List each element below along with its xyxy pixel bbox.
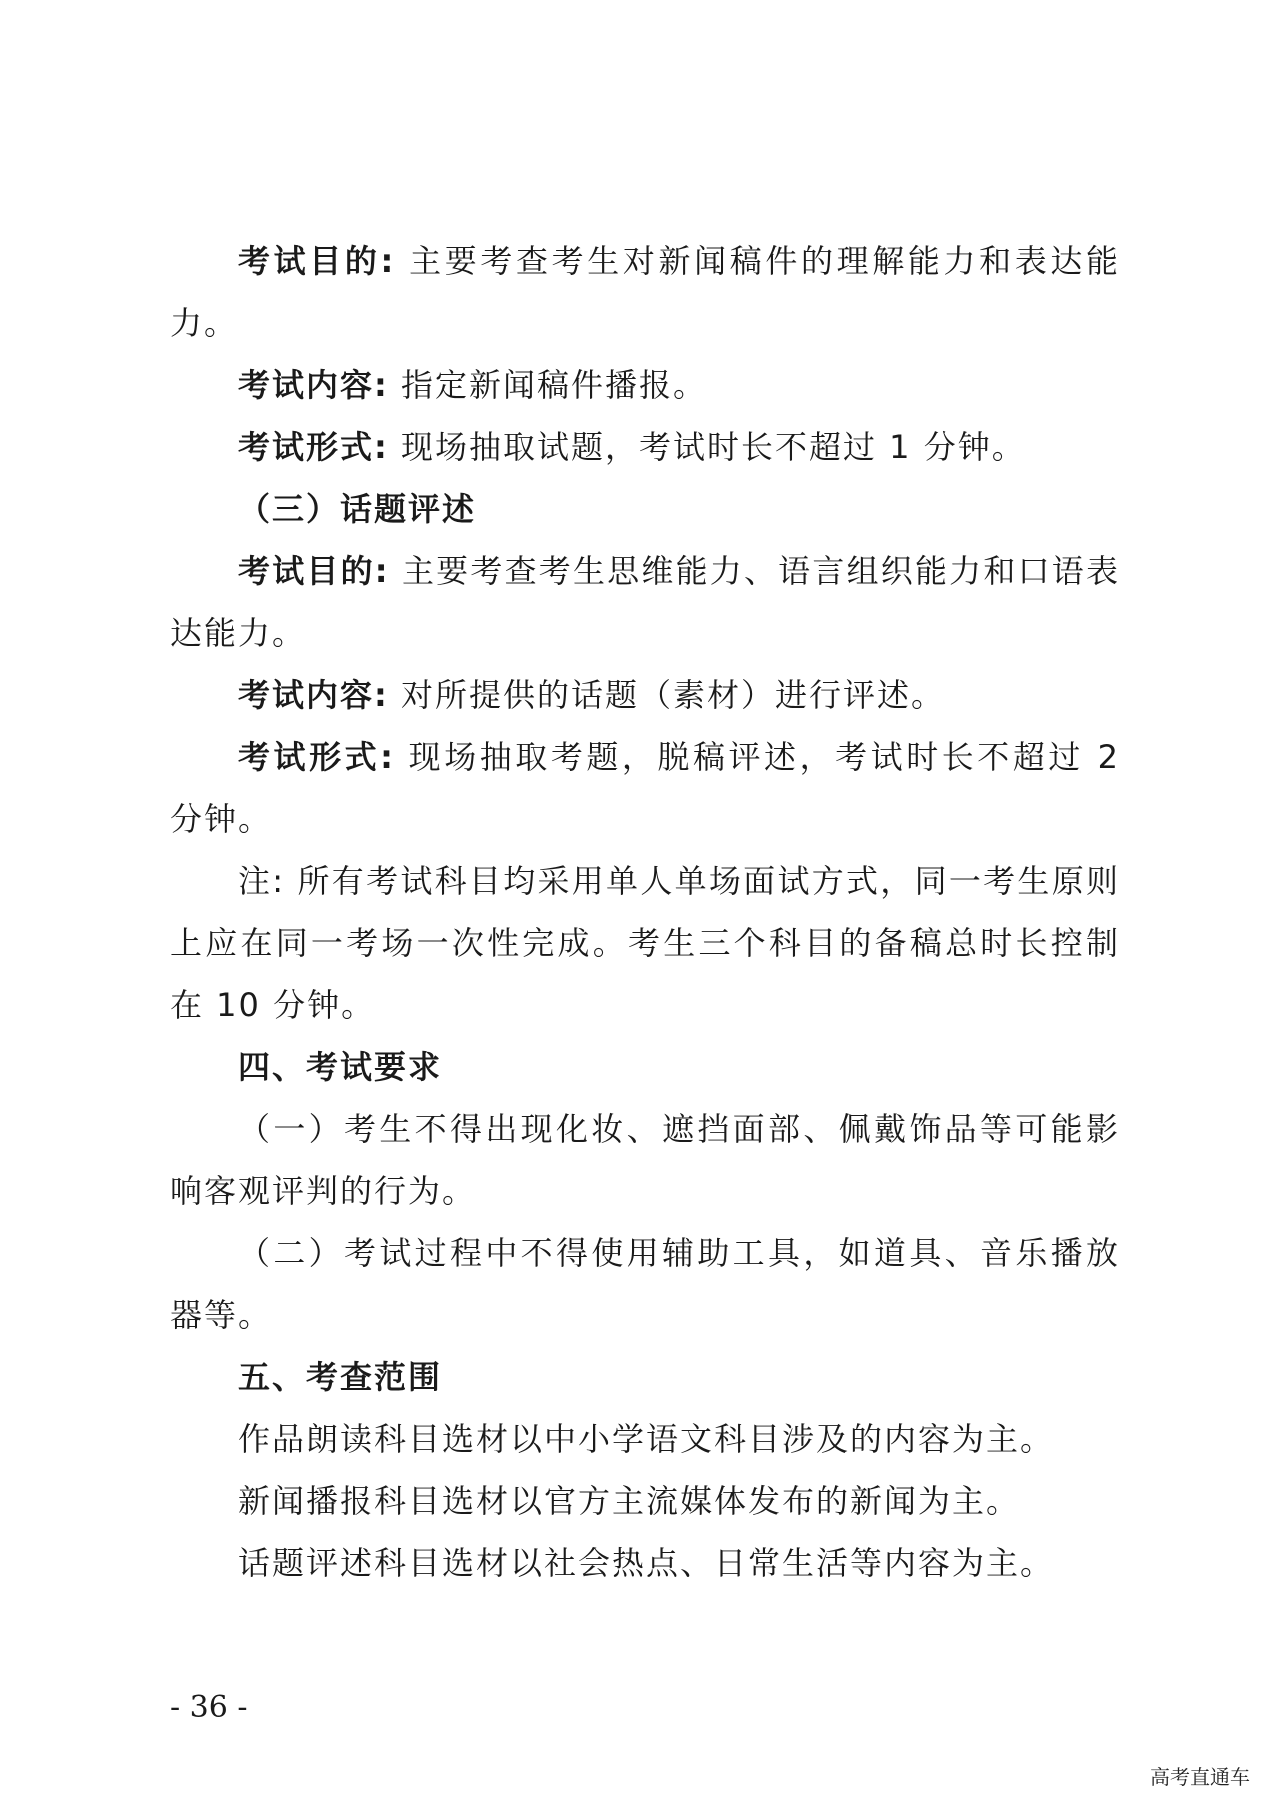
paragraph-exam-purpose-topic — [170, 540, 1120, 664]
paragraph-exam-content-news — [170, 354, 1120, 416]
paragraph-exam-form-topic — [170, 726, 1120, 850]
label-exam-purpose: 考试目的: — [238, 242, 396, 280]
paragraph-requirement-1: （一）考生不得出现化妆、遮挡面部、佩戴饰品等可能影响客观评判的行为。 — [170, 1110, 1120, 1210]
section-title-topic-commentary: （三）话题评述 — [238, 490, 477, 528]
paragraph-exam-purpose-news — [170, 230, 1120, 354]
text-exam-form: 现场抽取试题，考试时长不超过 1 分钟。 — [388, 428, 1026, 466]
text-exam-purpose: 主要考查考生对新闻稿件的理解能力和表达能力。 — [170, 242, 1120, 342]
paragraph-scope-topic: 话题评述科目选材以社会热点、日常生活等内容为主。 — [238, 1544, 1055, 1582]
page-number: - 36 - — [170, 1690, 248, 1725]
label-exam-content: 考试内容: — [238, 676, 389, 714]
watermark: 高考直通车 — [1150, 1765, 1250, 1789]
label-exam-content: 考试内容: — [238, 366, 389, 404]
paragraph-exam-content-topic — [170, 664, 1120, 726]
paragraph-note: 注: 所有考试科目均采用单人单场面试方式，同一考生原则上应在同一考场一次性完成。考生三个科目的备稿总时长控制在 10 分钟。 — [170, 862, 1120, 1024]
text-exam-content: 对所提供的话题（素材）进行评述。 — [388, 676, 945, 714]
section-title-exam-scope: 五、考查范围 — [238, 1358, 443, 1396]
label-exam-purpose: 考试目的: — [238, 552, 390, 590]
paragraph-scope-reading: 作品朗读科目选材以中小学语文科目涉及的内容为主。 — [238, 1420, 1055, 1458]
text-exam-purpose: 主要考查考生思维能力、语言组织能力和口语表达能力。 — [170, 552, 1120, 652]
paragraph-requirement-2: （二）考试过程中不得使用辅助工具，如道具、音乐播放器等。 — [170, 1234, 1120, 1334]
text-exam-form: 现场抽取考题，脱稿评述，考试时长不超过 2 分钟。 — [170, 738, 1120, 838]
section-title-exam-requirements: 四、考试要求 — [238, 1048, 443, 1086]
paragraph-scope-news: 新闻播报科目选材以官方主流媒体发布的新闻为主。 — [238, 1482, 1021, 1520]
label-exam-form: 考试形式: — [238, 428, 389, 466]
document-body — [170, 230, 1120, 1594]
text-exam-content: 指定新闻稿件播报。 — [388, 366, 707, 404]
label-exam-form: 考试形式: — [238, 738, 395, 776]
paragraph-exam-form-news — [170, 416, 1120, 478]
